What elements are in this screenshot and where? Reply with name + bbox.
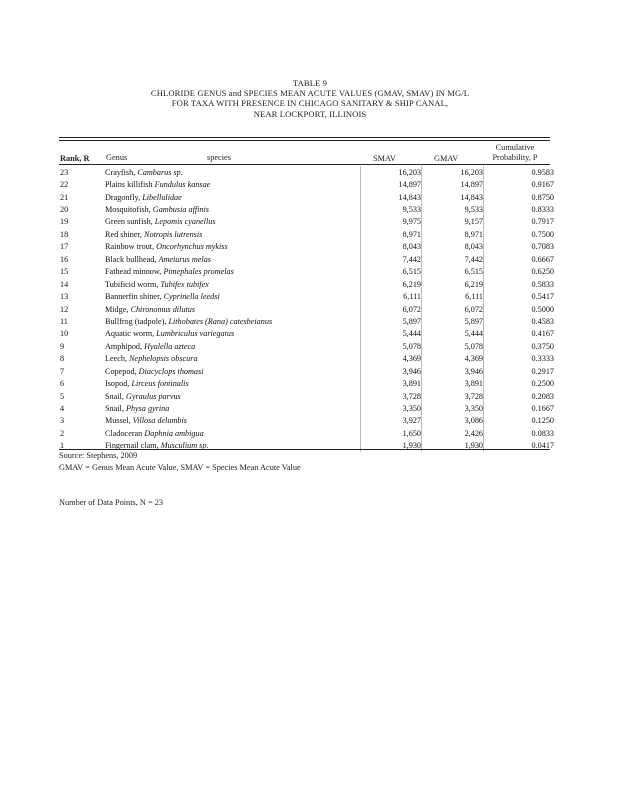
probability-cell: 0.6667	[484, 253, 566, 265]
taxon-cell	[105, 328, 361, 340]
smav-cell: 5,444	[361, 328, 422, 340]
header-cum-line1: Cumulative	[495, 143, 535, 152]
common-name: Tubificid worm,	[105, 279, 159, 289]
table-row	[59, 216, 565, 228]
rank-cell: 17	[60, 242, 69, 252]
common-name: Aquatic worm,	[105, 329, 155, 339]
common-name: Copepod,	[105, 366, 137, 376]
gmav-cell: 9,157	[422, 216, 484, 228]
gmav-cell: 5,897	[422, 315, 484, 327]
gmav-cell: 16,203	[422, 166, 484, 178]
probability-cell: 0.0833	[484, 427, 566, 439]
rank-cell: 15	[60, 267, 69, 277]
gmav-cell: 8,043	[422, 241, 484, 253]
taxon-cell	[105, 303, 361, 315]
scientific-name: Hyalella azteca	[144, 341, 196, 351]
rank-cell: 12	[60, 304, 69, 314]
rank-cell: 20	[60, 205, 69, 215]
common-name: Crayfish,	[105, 167, 136, 177]
scientific-name: Diacyclops thomasi	[138, 366, 204, 376]
probability-cell: 0.9167	[484, 178, 566, 190]
gmav-cell: 8,971	[422, 228, 484, 240]
header-smav: SMAV	[373, 154, 396, 163]
table-row	[59, 402, 565, 414]
data-points-note: Number of Data Points, N = 23	[59, 498, 163, 507]
common-name: Green sunfish,	[105, 217, 153, 227]
taxon-cell	[105, 290, 361, 302]
scientific-name: Daphnia ambigua	[144, 428, 204, 438]
scientific-name: Physa gyrina	[125, 404, 170, 414]
common-name: Red shiner,	[105, 229, 142, 239]
scientific-name: Notropis lutrensis	[144, 229, 203, 239]
table-row	[59, 365, 565, 377]
gmav-cell: 3,946	[422, 365, 484, 377]
table-row	[59, 178, 565, 190]
scientific-name: Cyprinella leedsi	[163, 292, 220, 302]
common-name: Cladoceran	[105, 428, 143, 438]
rank-cell: 5	[60, 391, 65, 401]
common-name: Black bullhead,	[105, 254, 157, 264]
taxon-cell	[105, 216, 361, 228]
probability-cell: 0.5417	[484, 290, 566, 302]
gmav-cell: 3,350	[422, 402, 484, 414]
probability-cell: 0.8333	[484, 203, 566, 215]
probability-cell: 0.5833	[484, 278, 566, 290]
smav-cell: 1,930	[361, 440, 422, 452]
gmav-cell: 14,843	[422, 191, 484, 203]
smav-cell: 8,043	[361, 241, 422, 253]
smav-cell: 6,515	[361, 266, 422, 278]
gmav-cell: 3,891	[422, 377, 484, 389]
probability-cell: 0.7917	[484, 216, 566, 228]
taxon-cell	[105, 203, 361, 215]
rank-cell: 9	[60, 341, 65, 351]
table-row	[59, 228, 565, 240]
table-row	[59, 203, 565, 215]
table-row	[59, 415, 565, 427]
table-row	[59, 340, 565, 352]
smav-cell: 5,897	[361, 315, 422, 327]
taxon-cell	[105, 377, 361, 389]
rank-cell: 18	[60, 229, 69, 239]
rank-cell: 10	[60, 329, 69, 339]
table-row	[59, 166, 565, 178]
taxon-cell	[105, 253, 361, 265]
common-name: Snail,	[105, 391, 124, 401]
scientific-name: Tubifex tubifex	[160, 279, 209, 289]
smav-cell: 14,897	[361, 178, 422, 190]
table-row	[59, 303, 565, 315]
gmav-cell: 5,078	[422, 340, 484, 352]
smav-cell: 3,946	[361, 365, 422, 377]
taxon-cell	[105, 390, 361, 402]
common-name: Plains killifish	[105, 180, 153, 190]
top-rule	[59, 137, 550, 138]
probability-cell: 0.3333	[484, 353, 566, 365]
gmav-cell: 6,515	[422, 266, 484, 278]
scientific-name: Pimephales promelas	[163, 267, 234, 277]
smav-cell: 9,975	[361, 216, 422, 228]
taxon-cell	[105, 266, 361, 278]
smav-cell: 14,843	[361, 191, 422, 203]
table-row	[59, 290, 565, 302]
common-name: Leech,	[105, 354, 128, 364]
rank-cell: 8	[60, 354, 65, 364]
smav-cell: 3,728	[361, 390, 422, 402]
common-name: Dragonfly,	[105, 192, 141, 202]
title-line-1: TABLE 9	[292, 78, 328, 88]
rank-cell: 19	[60, 217, 69, 227]
common-name: Bullfrog (tadpole),	[105, 316, 167, 326]
taxon-cell	[105, 440, 361, 452]
rank-cell: 11	[60, 316, 68, 326]
probability-cell: 0.7500	[484, 228, 566, 240]
taxon-cell	[105, 278, 361, 290]
scientific-name: Villosa delumbis	[132, 416, 187, 426]
probability-cell: 0.0417	[484, 440, 566, 452]
header-genus: Genus	[106, 153, 128, 162]
title-line-4: NEAR LOCKPORT, ILLINOIS	[253, 108, 367, 119]
common-name: Rainbow trout,	[105, 242, 155, 252]
table-row	[59, 241, 565, 253]
smav-cell: 8,971	[361, 228, 422, 240]
smav-cell: 7,442	[361, 253, 422, 265]
table-row	[59, 353, 565, 365]
header-cumulative-probability	[480, 143, 550, 163]
top-rule-double	[59, 140, 550, 141]
rank-cell: 7	[60, 366, 65, 376]
probability-cell: 0.6250	[484, 266, 566, 278]
scientific-name: Lumbriculus variegatus	[156, 329, 235, 339]
gmav-cell: 7,442	[422, 253, 484, 265]
abbreviation-note: GMAV = Genus Mean Acute Value, SMAV = Species Mean Acute Value	[59, 463, 301, 472]
header-gmav: GMAV	[434, 154, 459, 163]
rank-cell: 16	[60, 254, 69, 264]
table-row	[59, 377, 565, 389]
probability-cell: 0.9583	[484, 166, 566, 178]
data-table	[59, 166, 565, 452]
gmav-cell: 3,086	[422, 415, 484, 427]
probability-cell: 0.8750	[484, 191, 566, 203]
smav-cell: 9,533	[361, 203, 422, 215]
taxon-cell	[105, 365, 361, 377]
probability-cell: 0.3750	[484, 340, 566, 352]
gmav-cell: 6,072	[422, 303, 484, 315]
gmav-cell: 2,426	[422, 427, 484, 439]
gmav-cell: 6,219	[422, 278, 484, 290]
smav-cell: 6,111	[361, 290, 422, 302]
taxon-cell	[105, 353, 361, 365]
gmav-cell: 6,111	[422, 290, 484, 302]
bottom-rule	[59, 449, 550, 450]
table-row	[59, 253, 565, 265]
common-name: Mosquitofish,	[105, 205, 151, 215]
scientific-name: Oncorhynchus mykiss	[156, 242, 228, 252]
taxon-cell	[105, 340, 361, 352]
rank-cell: 21	[60, 192, 69, 202]
common-name: Mussel,	[105, 416, 131, 426]
taxon-cell	[105, 315, 361, 327]
table-row	[59, 315, 565, 327]
gmav-cell: 1,930	[422, 440, 484, 452]
probability-cell: 0.7083	[484, 241, 566, 253]
scientific-name: Nephelopsis obscura	[129, 354, 198, 364]
title-line-2: CHLORIDE GENUS and SPECIES MEAN ACUTE VALUES (GMAV, SMAV) IN MG/L	[150, 88, 470, 99]
common-name: Isopod,	[105, 379, 130, 389]
common-name: Fingernail clam,	[105, 441, 159, 451]
gmav-cell: 5,444	[422, 328, 484, 340]
taxon-cell	[105, 427, 361, 439]
rank-cell: 2	[60, 428, 65, 438]
smav-cell: 4,369	[361, 353, 422, 365]
rank-cell: 13	[60, 292, 69, 302]
smav-cell: 6,072	[361, 303, 422, 315]
table-row	[59, 278, 565, 290]
probability-cell: 0.2917	[484, 365, 566, 377]
title-line-3: FOR TAXA WITH PRESENCE IN CHICAGO SANITARY & SHIP CANAL,	[171, 98, 449, 109]
scientific-name: Musculium sp.	[160, 441, 209, 451]
rank-cell: 22	[60, 180, 69, 190]
smav-cell: 5,078	[361, 340, 422, 352]
scientific-name: Chironomus dilutus	[130, 304, 196, 314]
table-title	[120, 78, 500, 119]
smav-cell: 3,350	[361, 402, 422, 414]
common-name: Midge,	[105, 304, 129, 314]
probability-cell: 0.4583	[484, 315, 566, 327]
probability-cell: 0.1667	[484, 402, 566, 414]
scientific-name: Libellulidae	[142, 192, 182, 202]
taxon-cell	[105, 415, 361, 427]
rank-cell: 23	[60, 167, 69, 177]
scientific-name: Lithobates (Rana) catesbeianus	[168, 316, 273, 326]
table-row	[59, 390, 565, 402]
taxon-cell	[105, 402, 361, 414]
table-row	[59, 427, 565, 439]
rank-cell: 1	[60, 441, 65, 451]
gmav-cell: 9,533	[422, 203, 484, 215]
gmav-cell: 4,369	[422, 353, 484, 365]
rank-cell: 3	[60, 416, 65, 426]
scientific-name: Cambarus sp.	[137, 167, 183, 177]
gmav-cell: 14,897	[422, 178, 484, 190]
scientific-name: Fundulus kansae	[154, 180, 211, 190]
probability-cell: 0.5000	[484, 303, 566, 315]
table-row	[59, 191, 565, 203]
probability-cell: 0.2500	[484, 377, 566, 389]
taxon-cell	[105, 241, 361, 253]
table-row	[59, 328, 565, 340]
smav-cell: 16,203	[361, 166, 422, 178]
header-species: species	[207, 153, 231, 162]
probability-cell: 0.2083	[484, 390, 566, 402]
smav-cell: 3,927	[361, 415, 422, 427]
probability-cell: 0.1250	[484, 415, 566, 427]
common-name: Amphipod,	[105, 341, 143, 351]
header-cum-line2: Probability, P	[492, 153, 538, 162]
header-rank: Rank, R	[60, 154, 90, 163]
table-row	[59, 266, 565, 278]
common-name: Fathead minnow,	[105, 267, 162, 277]
taxon-cell	[105, 191, 361, 203]
probability-cell: 0.4167	[484, 328, 566, 340]
common-name: Bannerfin shiner,	[105, 292, 162, 302]
smav-cell: 6,219	[361, 278, 422, 290]
rank-cell: 6	[60, 379, 65, 389]
smav-cell: 1,650	[361, 427, 422, 439]
common-name: Snail,	[105, 404, 124, 414]
scientific-name: Ameiurus melas	[158, 254, 211, 264]
rank-cell: 14	[60, 279, 69, 289]
smav-cell: 3,891	[361, 377, 422, 389]
gmav-cell: 3,728	[422, 390, 484, 402]
source-note: Source: Stephens, 2009	[59, 451, 138, 460]
scientific-name: Gyraulus parvus	[125, 391, 181, 401]
rank-cell: 4	[60, 404, 65, 414]
scientific-name: Gambusia affinis	[152, 205, 209, 215]
scientific-name: Lepomis cyanellus	[154, 217, 216, 227]
header-rule	[59, 164, 550, 165]
taxon-cell	[105, 166, 361, 178]
taxon-cell	[105, 178, 361, 190]
taxon-cell	[105, 228, 361, 240]
scientific-name: Lirceus fontinalis	[131, 379, 189, 389]
